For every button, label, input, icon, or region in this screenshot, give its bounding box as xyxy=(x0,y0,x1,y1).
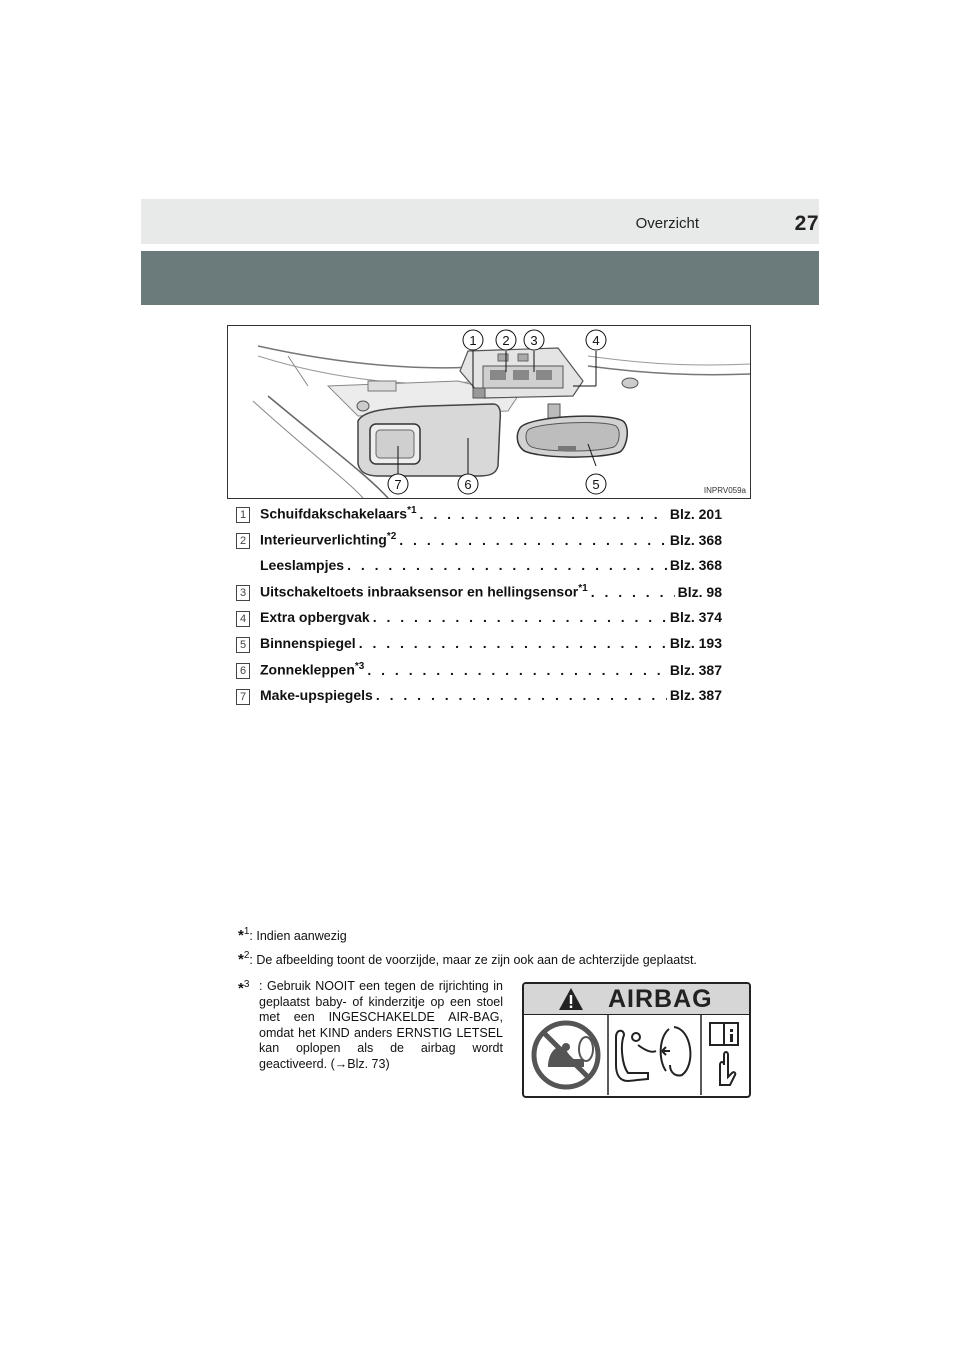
callout-7: 7 xyxy=(394,477,402,492)
item-number: 5 xyxy=(236,637,250,653)
item-label: Interieurverlichting xyxy=(260,531,387,548)
footnote-mark-3: *$^3$ xyxy=(238,979,250,997)
footnote-text: : De afbeelding toont de voorzijde, maar ze zijn ook aan de achterzijde geplaatst. xyxy=(249,953,697,967)
list-subitem xyxy=(236,557,722,583)
item-label: Uitschakeltoets inbraaksensor en hellingsensor xyxy=(260,583,579,600)
page-reference[interactable]: Blz. 387 xyxy=(669,661,722,678)
airbag-label-header xyxy=(524,984,749,1015)
component-list xyxy=(236,505,722,713)
callout-2: 2 xyxy=(502,333,510,348)
item-footnote-mark: *1 xyxy=(578,583,588,594)
item-number: 7 xyxy=(236,689,250,705)
callout-4: 4 xyxy=(592,333,600,348)
item-number: 3 xyxy=(236,585,250,601)
leader-dots xyxy=(367,662,667,678)
page-reference[interactable]: Blz. 201 xyxy=(669,505,722,522)
airbag-title: AIRBAG xyxy=(608,985,713,1013)
seat-airbag-icon xyxy=(616,1027,690,1081)
footnote xyxy=(238,926,748,944)
leader-dots xyxy=(376,687,667,703)
list-item xyxy=(236,505,722,531)
footnote-mark: *$^2$ xyxy=(238,950,250,968)
section-title: Overzicht xyxy=(635,215,699,232)
page-reference[interactable]: Blz. 193 xyxy=(669,635,722,651)
item-footnote-mark: *3 xyxy=(354,661,365,672)
item-footnote-mark: *2 xyxy=(386,531,397,542)
item-label: Schuifdakschakelaars xyxy=(260,505,408,522)
item-number: 1 xyxy=(236,507,250,523)
no-child-seat-icon xyxy=(534,1023,598,1087)
list-item xyxy=(236,531,722,557)
page-reference[interactable]: Blz. 368 xyxy=(669,557,722,573)
leader-dots xyxy=(420,506,667,522)
item-label: Binnenspiegel xyxy=(260,635,356,651)
item-number: 2 xyxy=(236,533,250,549)
leader-dots xyxy=(359,635,667,651)
read-manual-icon xyxy=(710,1023,738,1085)
footnote-text: : Gebruik NOOIT een tegen de rijrichting in geplaatst baby- of kinderzitje op een stoel met een INGESCHAKELDE AIR-BAG, omdat het KIND anders ERNSTIG LETSEL kan oplopen als de airbag wordt geactiveerd. (→Blz. 73) xyxy=(259,979,503,1071)
airbag-warning-label xyxy=(522,982,751,1098)
footnote xyxy=(238,950,748,968)
footnotes xyxy=(238,926,748,974)
callout-5: 5 xyxy=(592,477,600,492)
callout-3: 3 xyxy=(530,333,538,348)
item-label: Make-upspiegels xyxy=(260,687,373,703)
footnote-mark: *$^1$ xyxy=(238,926,250,944)
footnote-text: : Indien aanwezig xyxy=(249,929,347,943)
list-item xyxy=(236,583,722,609)
figure-code: INPRV059a xyxy=(703,486,746,495)
page-header xyxy=(141,199,819,244)
item-number: 6 xyxy=(236,663,250,679)
airbag-pictograms xyxy=(524,1015,749,1095)
callout-1: 1 xyxy=(469,333,477,348)
leader-dots xyxy=(347,557,667,573)
leader-dots xyxy=(373,609,667,625)
page-reference[interactable]: Blz. 374 xyxy=(669,609,722,625)
callout-6: 6 xyxy=(464,477,472,492)
list-item xyxy=(236,687,722,713)
page-reference[interactable]: Blz. 98 xyxy=(677,583,722,600)
item-number: 4 xyxy=(236,611,250,627)
leader-dots xyxy=(591,584,675,600)
item-footnote-mark: *1 xyxy=(407,505,417,516)
leader-dots xyxy=(399,532,667,548)
page-number: 27 xyxy=(794,212,819,235)
warning-triangle-icon xyxy=(558,987,584,1011)
interior-figure xyxy=(227,325,751,499)
page-reference[interactable]: Blz. 368 xyxy=(669,531,722,548)
header-band xyxy=(141,251,819,305)
item-label: Leeslampjes xyxy=(260,557,345,573)
list-item xyxy=(236,635,722,661)
page-reference[interactable]: Blz. 387 xyxy=(669,687,722,703)
interior-illustration xyxy=(228,326,750,498)
list-item xyxy=(236,661,722,687)
item-label: Zonnekleppen xyxy=(260,661,355,678)
list-item xyxy=(236,609,722,635)
item-label: Extra opbergvak xyxy=(260,609,370,625)
